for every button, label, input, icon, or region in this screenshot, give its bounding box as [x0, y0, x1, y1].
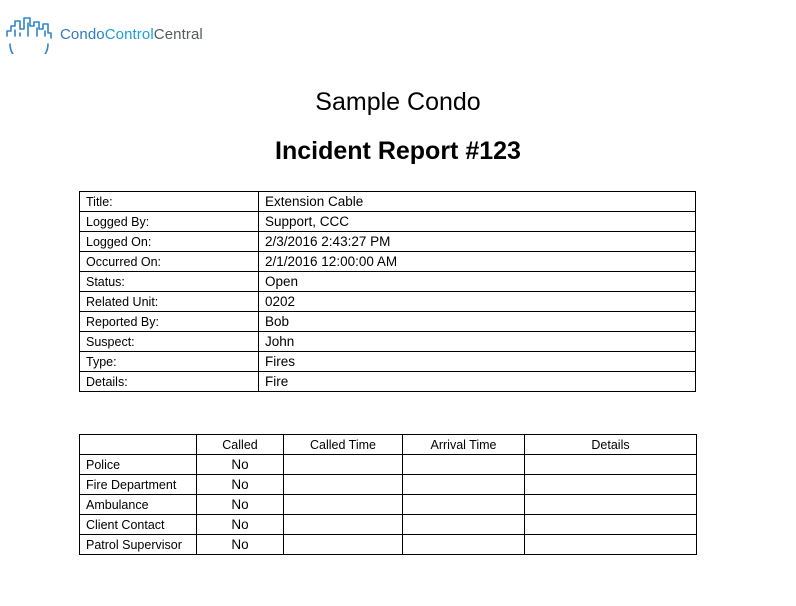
city-skyline-icon [4, 14, 54, 54]
contact-row [80, 475, 697, 495]
details-label: Details: [80, 372, 259, 392]
details-value: Bob [259, 312, 696, 332]
contact-details [525, 455, 697, 475]
contact-name: Ambulance [80, 495, 197, 515]
contact-details [525, 475, 697, 495]
contact-details [525, 515, 697, 535]
contact-arrival-time [403, 475, 525, 495]
company-logo [4, 14, 203, 54]
contact-called-time [284, 475, 403, 495]
contact-row [80, 515, 697, 535]
incident-details-table [79, 191, 696, 392]
details-label: Title: [80, 192, 259, 212]
contact-name: Fire Department [80, 475, 197, 495]
details-value: Extension Cable [259, 192, 696, 212]
contacts-table [79, 434, 697, 555]
details-row [80, 312, 696, 332]
contact-details [525, 495, 697, 515]
details-value: Fires [259, 352, 696, 372]
contact-row [80, 535, 697, 555]
details-value: Support, CCC [259, 212, 696, 232]
contact-called-time [284, 535, 403, 555]
details-row [80, 232, 696, 252]
details-row [80, 192, 696, 212]
details-label: Suspect: [80, 332, 259, 352]
contact-arrival-time [403, 455, 525, 475]
details-label: Logged By: [80, 212, 259, 232]
contact-called: No [197, 455, 284, 475]
contact-called-time [284, 515, 403, 535]
details-value: Fire [259, 372, 696, 392]
contact-arrival-time [403, 515, 525, 535]
contact-name: Police [80, 455, 197, 475]
details-row [80, 332, 696, 352]
details-label: Reported By: [80, 312, 259, 332]
details-row [80, 272, 696, 292]
contact-name: Patrol Supervisor [80, 535, 197, 555]
details-value: 2/1/2016 12:00:00 AM [259, 252, 696, 272]
details-label: Related Unit: [80, 292, 259, 312]
details-value: John [259, 332, 696, 352]
header-arrival-time: Arrival Time [403, 435, 525, 455]
details-label: Logged On: [80, 232, 259, 252]
logo-wordmark [60, 26, 203, 43]
header-called: Called [197, 435, 284, 455]
details-value: 0202 [259, 292, 696, 312]
details-label: Type: [80, 352, 259, 372]
details-row [80, 372, 696, 392]
details-label: Status: [80, 272, 259, 292]
contact-called: No [197, 475, 284, 495]
org-name: Sample Condo [315, 88, 481, 116]
details-row [80, 212, 696, 232]
contact-called: No [197, 515, 284, 535]
contact-row [80, 495, 697, 515]
details-row [80, 352, 696, 372]
contact-row [80, 455, 697, 475]
contact-called: No [197, 535, 284, 555]
details-value: Open [259, 272, 696, 292]
details-value: 2/3/2016 2:43:27 PM [259, 232, 696, 252]
logo-text-control: Control [104, 25, 154, 43]
header-blank [80, 435, 197, 455]
report-title: Incident Report #123 [275, 137, 521, 165]
contact-called-time [284, 495, 403, 515]
contact-called-time [284, 455, 403, 475]
contact-arrival-time [403, 495, 525, 515]
contact-name: Client Contact [80, 515, 197, 535]
header-details: Details [525, 435, 697, 455]
contact-arrival-time [403, 535, 525, 555]
header-called-time: Called Time [284, 435, 403, 455]
details-label: Occurred On: [80, 252, 259, 272]
logo-text-condo: Condo [60, 25, 105, 43]
details-row [80, 252, 696, 272]
logo-text-central: Central [153, 25, 203, 43]
contacts-header-row [80, 435, 697, 455]
contact-details [525, 535, 697, 555]
contact-called: No [197, 495, 284, 515]
details-row [80, 292, 696, 312]
